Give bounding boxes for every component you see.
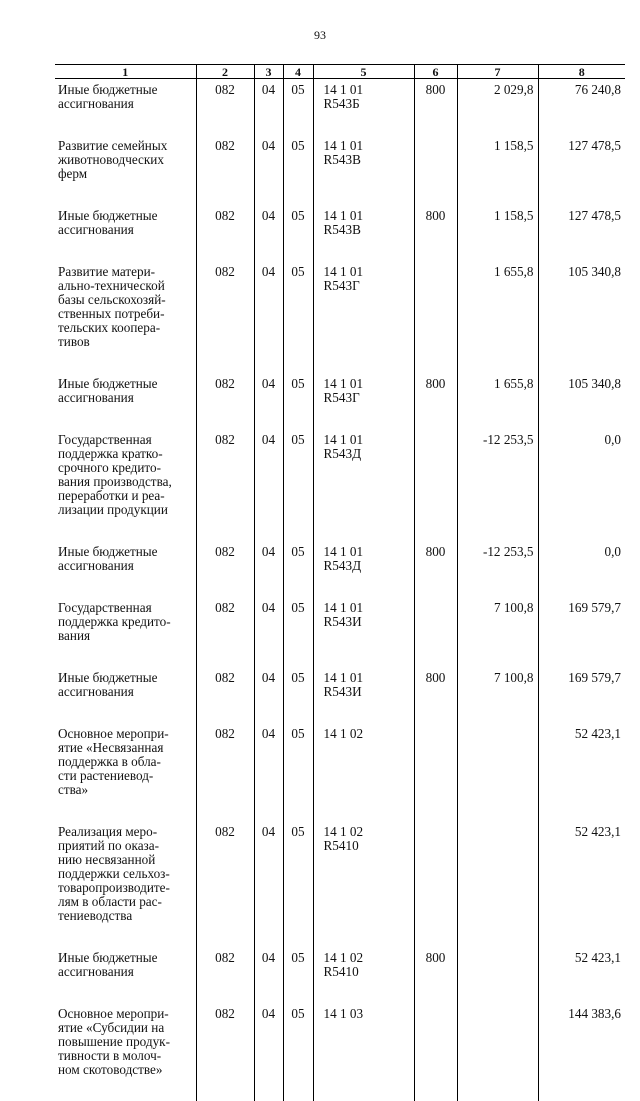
cell-section-code: 04: [254, 1003, 283, 1101]
cell-expense-type: [414, 723, 457, 821]
cell-section-code: 04: [254, 79, 283, 136]
cell-expense-type: 800: [414, 205, 457, 261]
cell-expense-type: [414, 597, 457, 667]
cell-section-code: 04: [254, 821, 283, 947]
cell-expense-name: Государственная поддержка кредито- вания: [55, 597, 196, 667]
cell-subsection-code: 05: [283, 373, 313, 429]
cell-ministry-code: 082: [196, 667, 254, 723]
cell-expense-type: 800: [414, 947, 457, 1003]
column-header: 7: [457, 65, 538, 79]
cell-section-code: 04: [254, 597, 283, 667]
cell-change-amount: 7 100,8: [457, 597, 538, 667]
cell-section-code: 04: [254, 135, 283, 205]
table-row: [55, 597, 625, 667]
column-header: 2: [196, 65, 254, 79]
cell-section-code: 04: [254, 541, 283, 597]
cell-expense-name: Развитие семейных животноводческих ферм: [55, 135, 196, 205]
cell-total-amount: 52 423,1: [538, 947, 625, 1003]
cell-subsection-code: 05: [283, 261, 313, 373]
cell-change-amount: [457, 1003, 538, 1101]
cell-change-amount: -12 253,5: [457, 541, 538, 597]
cell-target-article: 14 1 01 R543И: [313, 667, 414, 723]
cell-subsection-code: 05: [283, 723, 313, 821]
cell-total-amount: 144 383,6: [538, 1003, 625, 1101]
table-row: [55, 667, 625, 723]
cell-subsection-code: 05: [283, 1003, 313, 1101]
cell-subsection-code: 05: [283, 429, 313, 541]
cell-ministry-code: 082: [196, 723, 254, 821]
table-header-row: [55, 65, 625, 79]
table-body: [55, 79, 625, 1101]
cell-total-amount: 105 340,8: [538, 261, 625, 373]
cell-target-article: 14 1 01 R543В: [313, 205, 414, 261]
cell-expense-type: 800: [414, 541, 457, 597]
column-header: 1: [55, 65, 196, 79]
cell-total-amount: 0,0: [538, 429, 625, 541]
table-row: [55, 821, 625, 947]
cell-expense-name: Развитие матери- ально-технической базы сельскохозяй- ственных потреби- тельских коопера- тивов: [55, 261, 196, 373]
cell-ministry-code: 082: [196, 821, 254, 947]
cell-total-amount: 52 423,1: [538, 821, 625, 947]
cell-target-article: 14 1 02: [313, 723, 414, 821]
budget-table: [55, 64, 625, 1101]
table-row: [55, 541, 625, 597]
cell-change-amount: [457, 723, 538, 821]
cell-change-amount: [457, 821, 538, 947]
cell-ministry-code: 082: [196, 205, 254, 261]
cell-total-amount: 127 478,5: [538, 205, 625, 261]
cell-change-amount: 1 655,8: [457, 261, 538, 373]
cell-target-article: 14 1 01 R543Г: [313, 373, 414, 429]
cell-expense-name: Реализация меро- приятий по оказа- нию несвязанной поддержки сельхоз- товаропроизводите- лям в области рас- тениеводства: [55, 821, 196, 947]
column-header: 8: [538, 65, 625, 79]
cell-subsection-code: 05: [283, 597, 313, 667]
cell-change-amount: -12 253,5: [457, 429, 538, 541]
cell-section-code: 04: [254, 667, 283, 723]
cell-subsection-code: 05: [283, 541, 313, 597]
cell-subsection-code: 05: [283, 821, 313, 947]
cell-ministry-code: 082: [196, 947, 254, 1003]
column-header: 3: [254, 65, 283, 79]
cell-change-amount: 1 158,5: [457, 135, 538, 205]
cell-expense-name: Иные бюджетные ассигнования: [55, 667, 196, 723]
cell-expense-name: Государственная поддержка кратко- срочного кредито- вания производства, переработки и реа- лизации продукции: [55, 429, 196, 541]
cell-section-code: 04: [254, 429, 283, 541]
cell-section-code: 04: [254, 947, 283, 1003]
cell-total-amount: 169 579,7: [538, 667, 625, 723]
cell-change-amount: 1 158,5: [457, 205, 538, 261]
cell-total-amount: 127 478,5: [538, 135, 625, 205]
cell-expense-name: Иные бюджетные ассигнования: [55, 947, 196, 1003]
column-header: 5: [313, 65, 414, 79]
cell-section-code: 04: [254, 723, 283, 821]
cell-ministry-code: 082: [196, 541, 254, 597]
cell-section-code: 04: [254, 205, 283, 261]
cell-expense-type: 800: [414, 667, 457, 723]
cell-expense-name: Иные бюджетные ассигнования: [55, 541, 196, 597]
cell-total-amount: 52 423,1: [538, 723, 625, 821]
cell-change-amount: 7 100,8: [457, 667, 538, 723]
cell-target-article: 14 1 01 R543В: [313, 135, 414, 205]
cell-subsection-code: 05: [283, 205, 313, 261]
cell-total-amount: 169 579,7: [538, 597, 625, 667]
cell-change-amount: 1 655,8: [457, 373, 538, 429]
cell-total-amount: 105 340,8: [538, 373, 625, 429]
cell-change-amount: [457, 947, 538, 1003]
table-row: [55, 723, 625, 821]
cell-expense-name: Иные бюджетные ассигнования: [55, 373, 196, 429]
cell-total-amount: 76 240,8: [538, 79, 625, 136]
cell-subsection-code: 05: [283, 135, 313, 205]
cell-expense-name: Основное меропри- ятие «Субсидии на повышение продук- тивности в молоч- ном скотоводстве»: [55, 1003, 196, 1101]
table-row: [55, 947, 625, 1003]
table-row: [55, 79, 625, 136]
cell-expense-type: [414, 429, 457, 541]
column-header: 4: [283, 65, 313, 79]
cell-subsection-code: 05: [283, 79, 313, 136]
cell-target-article: 14 1 01 R543Б: [313, 79, 414, 136]
cell-ministry-code: 082: [196, 261, 254, 373]
table-row: [55, 429, 625, 541]
cell-expense-name: Иные бюджетные ассигнования: [55, 79, 196, 136]
table-row: [55, 205, 625, 261]
table-row: [55, 135, 625, 205]
cell-expense-name: Основное меропри- ятие «Несвязанная поддержка в обла- сти растениевод- ства»: [55, 723, 196, 821]
cell-total-amount: 0,0: [538, 541, 625, 597]
cell-target-article: 14 1 01 R543Д: [313, 541, 414, 597]
column-header: 6: [414, 65, 457, 79]
cell-expense-type: 800: [414, 373, 457, 429]
cell-section-code: 04: [254, 261, 283, 373]
cell-expense-type: [414, 1003, 457, 1101]
table-row: [55, 261, 625, 373]
cell-expense-type: [414, 135, 457, 205]
cell-section-code: 04: [254, 373, 283, 429]
cell-target-article: 14 1 03: [313, 1003, 414, 1101]
cell-ministry-code: 082: [196, 79, 254, 136]
cell-target-article: 14 1 01 R543Д: [313, 429, 414, 541]
cell-ministry-code: 082: [196, 373, 254, 429]
cell-ministry-code: 082: [196, 135, 254, 205]
cell-expense-type: [414, 821, 457, 947]
cell-target-article: 14 1 02 R5410: [313, 821, 414, 947]
cell-subsection-code: 05: [283, 947, 313, 1003]
cell-target-article: 14 1 01 R543Г: [313, 261, 414, 373]
cell-expense-name: Иные бюджетные ассигнования: [55, 205, 196, 261]
cell-ministry-code: 082: [196, 597, 254, 667]
cell-expense-type: [414, 261, 457, 373]
cell-change-amount: 2 029,8: [457, 79, 538, 136]
cell-target-article: 14 1 01 R543И: [313, 597, 414, 667]
cell-ministry-code: 082: [196, 429, 254, 541]
cell-subsection-code: 05: [283, 667, 313, 723]
table-row: [55, 373, 625, 429]
table-row: [55, 1003, 625, 1101]
cell-expense-type: 800: [414, 79, 457, 136]
page-number: 93: [0, 28, 640, 43]
cell-target-article: 14 1 02 R5410: [313, 947, 414, 1003]
cell-ministry-code: 082: [196, 1003, 254, 1101]
